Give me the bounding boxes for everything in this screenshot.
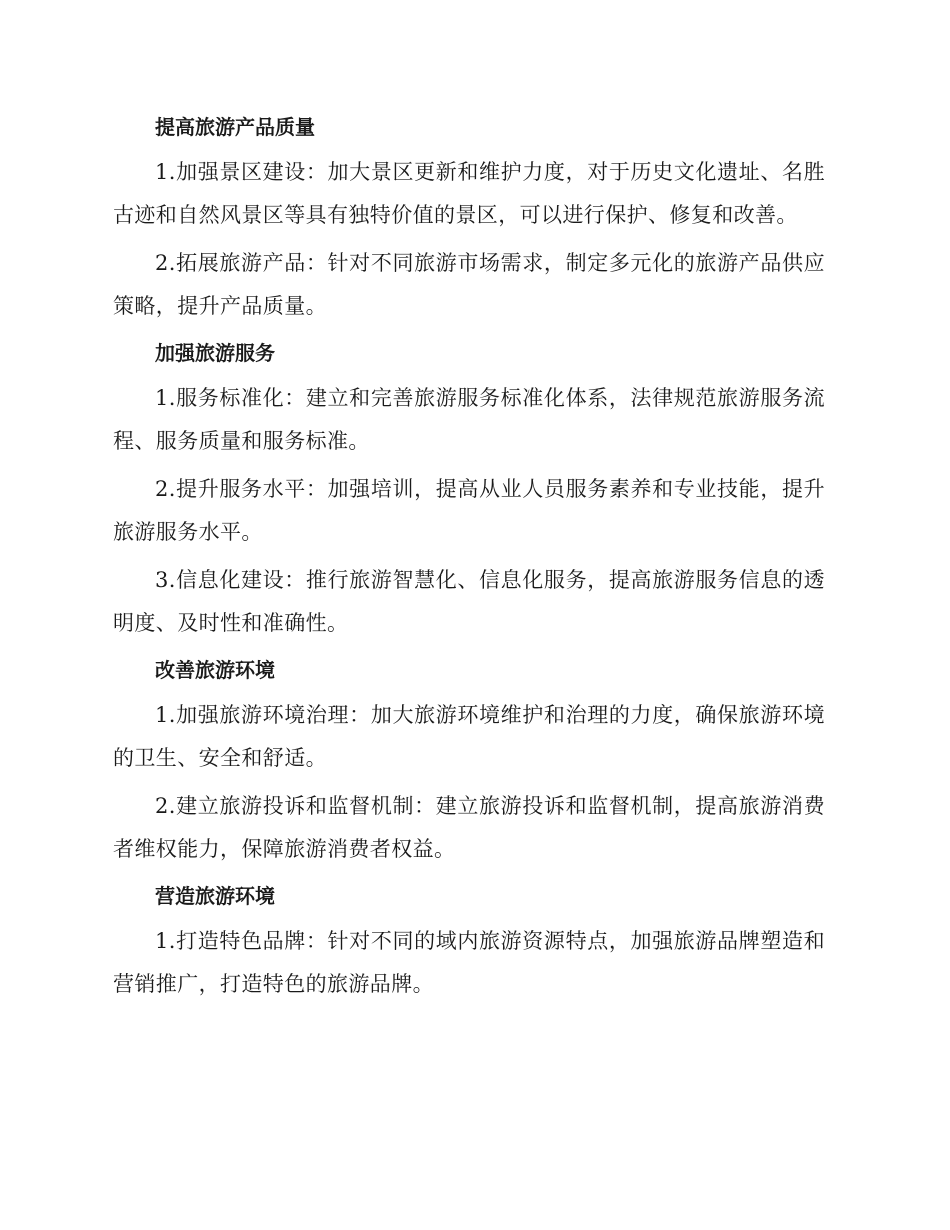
section-product-quality bbox=[113, 107, 825, 328]
paragraph: 2.建立旅游投诉和监督机制：建立旅游投诉和监督机制，提高旅游消费者维权能力，保障旅游消费者权益。 bbox=[113, 794, 825, 861]
paragraph: 2.拓展旅游产品：针对不同旅游市场需求，制定多元化的旅游产品供应策略，提升产品质量。 bbox=[113, 251, 825, 318]
paragraph: 2.提升服务水平：加强培训，提高从业人员服务素养和专业技能，提升旅游服务水平。 bbox=[113, 477, 825, 544]
section-create-environment bbox=[113, 876, 825, 1006]
paragraph: 1.加强旅游环境治理：加大旅游环境维护和治理的力度，确保旅游环境的卫生、安全和舒适。 bbox=[113, 703, 825, 770]
document-body bbox=[113, 107, 825, 1011]
paragraph: 1.服务标准化：建立和完善旅游服务标准化体系，法律规范旅游服务流程、服务质量和服务标准。 bbox=[113, 386, 825, 453]
section-heading: 提高旅游产品质量 bbox=[155, 115, 315, 139]
section-heading: 加强旅游服务 bbox=[155, 341, 275, 365]
paragraph: 1.加强景区建设：加大景区更新和维护力度，对于历史文化遗址、名胜古迹和自然风景区等具有独特价值的景区，可以进行保护、修复和改善。 bbox=[113, 160, 825, 227]
section-heading: 营造旅游环境 bbox=[155, 884, 275, 908]
section-improve-environment bbox=[113, 650, 825, 871]
paragraph: 3.信息化建设：推行旅游智慧化、信息化服务，提高旅游服务信息的透明度、及时性和准确性。 bbox=[113, 568, 825, 635]
paragraph: 1.打造特色品牌：针对不同的域内旅游资源特点，加强旅游品牌塑造和营销推广，打造特色的旅游品牌。 bbox=[113, 929, 825, 996]
section-tourism-service bbox=[113, 333, 825, 645]
section-heading: 改善旅游环境 bbox=[155, 658, 275, 682]
